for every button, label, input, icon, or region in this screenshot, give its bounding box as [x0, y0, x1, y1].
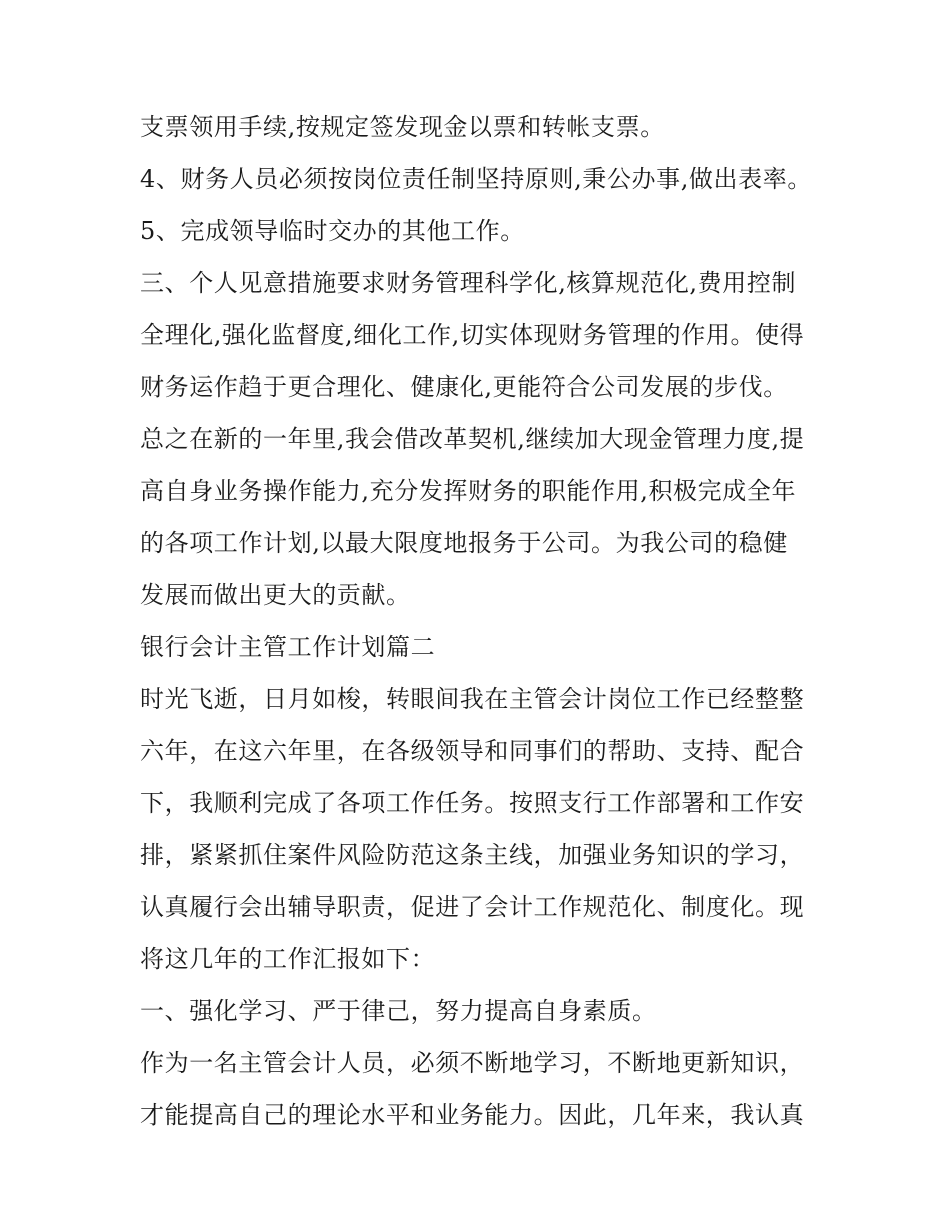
- text-line: 高自身业务操作能力,充分发挥财务的职能作用,积极完成全年: [140, 477, 797, 505]
- section-heading-line: 一、强化学习、严于律己，努力提高自身素质。: [140, 997, 657, 1025]
- text-line: 全理化,强化监督度,细化工作,切实体现财务管理的作用。使得: [140, 321, 805, 349]
- article-title: 银行会计主管工作计划篇二: [140, 633, 436, 661]
- section-heading-line: 三、个人见意措施要求财务管理科学化,核算规范化,费用控制: [140, 269, 797, 297]
- text-line: 六年，在这六年里，在各级领导和同事们的帮助、支持、配合: [140, 737, 805, 765]
- text-line: 下，我顺利完成了各项工作任务。按照支行工作部署和工作安: [140, 789, 805, 817]
- text-line: 支票领用手续,按规定签发现金以票和转帐支票。: [140, 113, 665, 141]
- text-line: 才能提高自己的理论水平和业务能力。因此，几年来，我认真: [140, 1101, 805, 1129]
- text-line: 排，紧紧抓住案件风险防范这条主线，加强业务知识的学习，: [140, 841, 805, 869]
- text-line: 将这几年的工作汇报如下：: [140, 945, 436, 973]
- text-line: 时光飞逝，日月如梭，转眼间我在主管会计岗位工作已经整整: [140, 685, 805, 713]
- list-item: 4、财务人员必须按岗位责任制坚持原则,秉公办事,做出表率。: [140, 165, 812, 193]
- text-line: 作为一名主管会计人员，必须不断地学习，不断地更新知识，: [140, 1049, 805, 1077]
- text-line: 总之在新的一年里,我会借改革契机,继续加大现金管理力度,提: [140, 425, 805, 453]
- text-line: 财务运作趋于更合理化、健康化,更能符合公司发展的步伐。: [140, 373, 788, 401]
- text-line: 的各项工作计划,以最大限度地报务于公司。为我公司的稳健: [140, 529, 788, 557]
- text-line: 发展而做出更大的贡献。: [140, 581, 411, 609]
- list-item: 5、完成领导临时交办的其他工作。: [140, 217, 525, 245]
- text-line: 认真履行会出辅导职责，促进了会计工作规范化、制度化。现: [140, 893, 805, 921]
